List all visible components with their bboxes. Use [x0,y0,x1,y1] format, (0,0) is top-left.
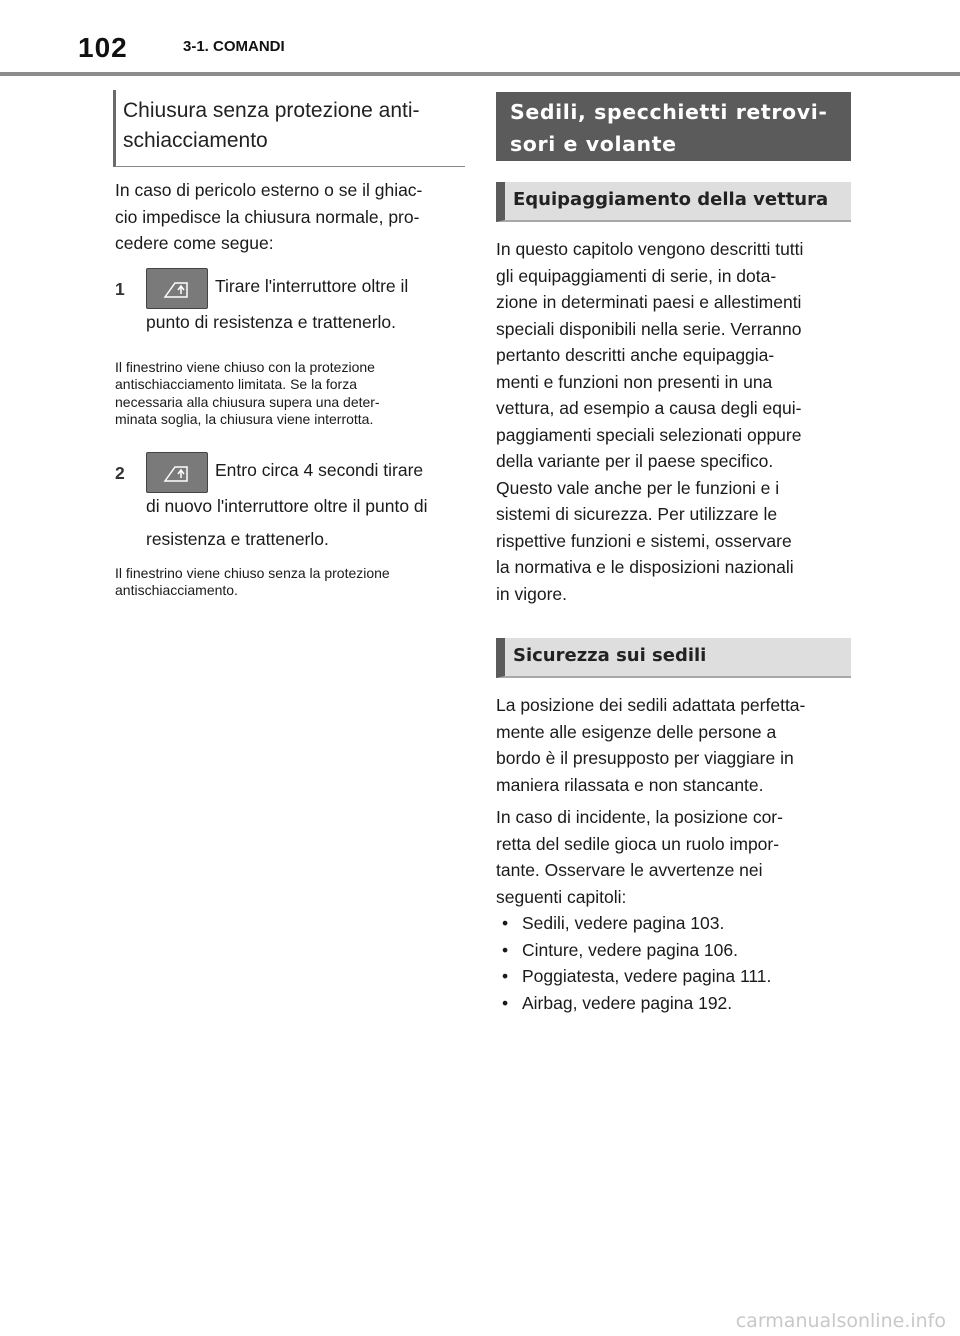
text-line: menti e funzioni non presenti in una [496,371,773,392]
seat-position-paragraph [496,692,851,798]
text-line: La posizione dei sedili adattata perfetta- [496,695,806,715]
text-line: della variante per il paese specifico. [496,451,774,471]
header-rule [0,72,960,76]
text-line: rispettive funzioni e sistemi, osservare [496,530,792,551]
right-column [496,92,851,1016]
heading-line: schiacciamento [123,129,268,152]
text-line: maniera rilassata e non stancante. [496,774,764,795]
left-column [113,90,465,600]
step-number: 1 [115,278,125,299]
text-line: Tirare l'interruttore oltre il [215,275,409,296]
text-line: resistenza e trattenerlo. [146,528,329,549]
list-item-text: Airbag, vedere pagina 192. [522,992,733,1013]
text-line: necessaria alla chiusura supera una deter- [115,393,380,410]
list-item [496,990,851,1017]
note-1 [115,359,465,429]
list-item-text: Poggiatesta, vedere pagina 111. [522,966,772,986]
list-item-text: Cinture, vedere pagina 106. [522,939,738,960]
text-line: in vigore. [496,583,568,604]
page-header [0,0,960,76]
text-line: cio impedisce la chiusura normale, pro- [115,206,420,227]
text-line: gli equipaggiamenti di serie, in dota- [496,265,777,286]
bullet-icon: • [502,913,509,933]
list-item-text: Sedili, vedere pagina 103. [522,913,725,933]
text-line: punto di resistenza e trattenerlo. [146,312,397,332]
text-line: pertanto descritti anche equipaggia- [496,345,775,365]
text-line: seguenti capitoli: [496,886,627,907]
accident-paragraph [496,804,851,910]
window-switch-icon [146,268,208,309]
text-line: retta del sedile gioca un ruolo impor- [496,833,780,854]
heading-line: Chiusura senza protezione anti- [123,99,420,122]
text-line: sistemi di sicurezza. Per utilizzare le [496,504,778,524]
sub-heading-equipment: Equipaggiamento della vettura [496,182,851,222]
bullet-icon: • [502,992,509,1013]
step-number: 2 [115,462,125,483]
text-line: In questo capitolo vengono descritti tutti [496,239,804,259]
list-item [496,963,851,990]
text-line: In caso di incidente, la posizione cor- [496,807,783,827]
step-2 [115,457,465,547]
text-line: antischiacciamento. [115,582,238,598]
chapter-title: 3-1. COMANDI [183,38,285,55]
text-line: Il finestrino viene chiuso con la protezione [115,358,375,375]
text-line: cedere come segue: [115,233,274,253]
bullet-icon: • [502,939,509,960]
heading-line: Sedili, specchietti retrovi- [510,100,828,124]
chapter-reference-list [496,910,851,1016]
text-line: antischiacciamento limitata. Se la forza [115,376,357,392]
text-line: di nuovo l'interruttore oltre il punto di [146,496,428,516]
text-line: zione in determinati paesi e allestimenti [496,292,802,312]
text-line: minata soglia, la chiusura viene interrotta. [115,411,374,427]
list-item [496,937,851,964]
watermark: carmanualsonline.info [735,1310,946,1332]
text-line: tante. Osservare le avvertenze nei [496,860,763,880]
equipment-paragraph [496,236,851,607]
intro-paragraph [115,177,465,257]
text-line: speciali disponibili nella serie. Verranno [496,318,802,339]
text-line: mente alle esigenze delle persone a [496,721,777,742]
list-item [496,910,851,937]
note-2 [115,565,465,600]
text-line: paggiamenti speciali selezionati oppure [496,424,802,445]
text-line: bordo è il presupposto per viaggiare in [496,748,794,768]
window-switch-icon [146,452,208,493]
text-line: Il finestrino viene chiuso senza la protezione [115,564,390,581]
step-1 [115,273,465,339]
section-title-seats [496,92,851,161]
bullet-icon: • [502,966,509,986]
text-line: la normativa e le disposizioni nazionali [496,557,794,577]
sub-heading-seat-safety: Sicurezza sui sedili [496,638,851,678]
text-line: Entro circa 4 secondi tirare [215,459,424,480]
heading-line: sori e volante [510,132,677,156]
text-line: Questo vale anche per le funzioni e i [496,477,780,498]
text-line: In caso di pericolo esterno o se il ghiac- [115,180,423,200]
text-line: vettura, ad esempio a causa degli equi- [496,398,802,418]
section-heading-closing [113,90,465,167]
page-number: 102 [78,32,128,63]
